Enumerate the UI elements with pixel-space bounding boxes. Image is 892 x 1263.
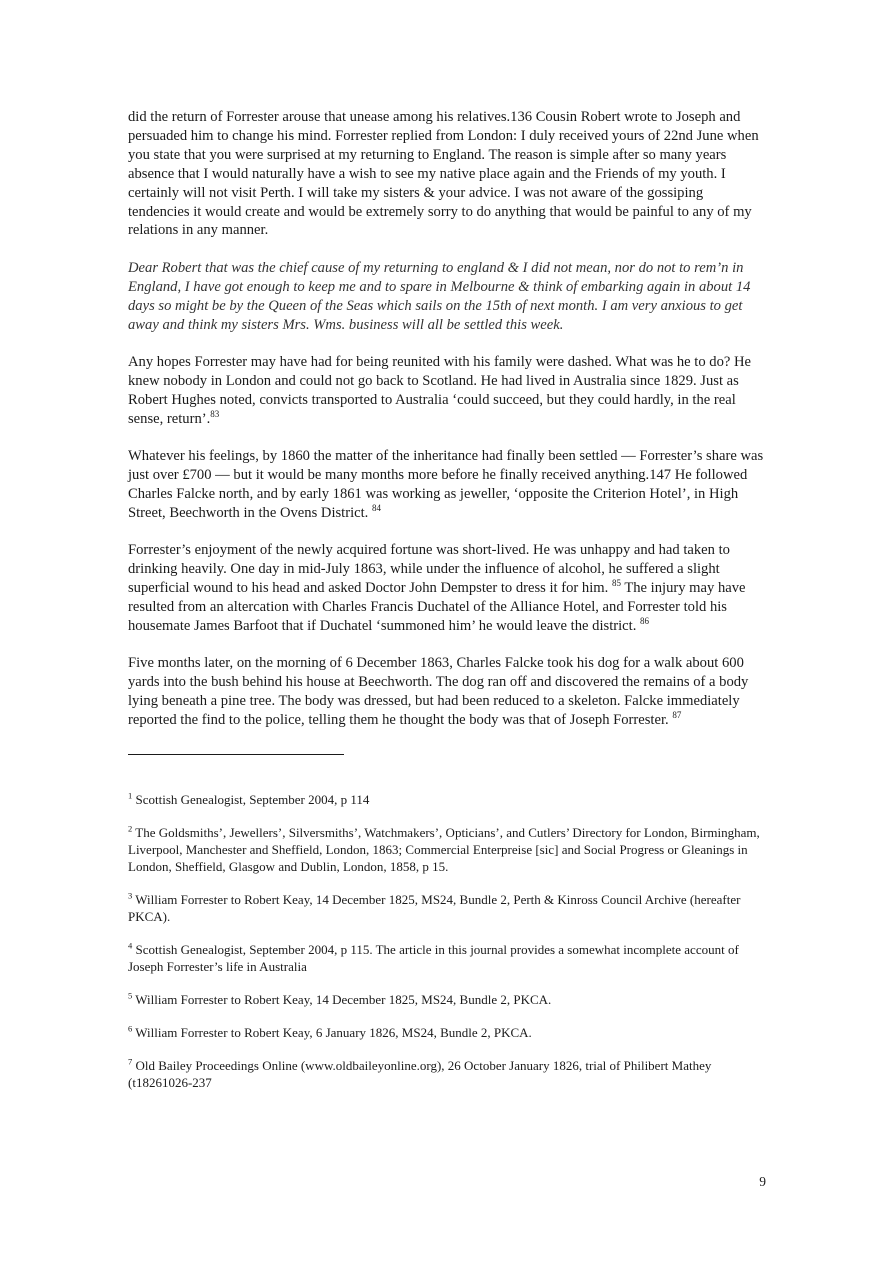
- footnote-1: $^1$ Scottish Genealogist, September 2004, p 114: [128, 790, 370, 807]
- footnote-ref[interactable]: 87: [672, 710, 682, 721]
- footnote-7: $^7$ Old Bailey Proceedings Online (www.oldbaileyonline.org), 26 October January 1826, trial of Philibert Mathey (t18261026-237: [128, 1056, 712, 1090]
- footnote-ref[interactable]: 83: [210, 408, 220, 419]
- body-paragraph-6: Five months later, on the morning of 6 December 1863, Charles Falcke took his dog for a walk about 600 yards into the bush behind his house at Beechworth. The dog ran off and discovered the remains of a body lying beneath a pine tree. The body was dressed, but had been reduced to a skeleton. Falcke immediately reported the find to the police, telling them he thought the body was that of Joseph Forrester. $^{87}$: [128, 655, 749, 728]
- footnote-5: $^5$ William Forrester to Robert Keay, 14 December 1825, MS24, Bundle 2, PKCA.: [128, 990, 552, 1007]
- footnote-ref[interactable]: 86: [640, 615, 649, 626]
- footnote-4: $^4$ Scottish Genealogist, September 2004, p 115. The article in this journal provides a somewhat incomplete account of Joseph Forrester’s life in Australia: [128, 940, 739, 974]
- body-paragraph-4: Whatever his feelings, by 1860 the matter of the inheritance had finally been settled — Forrester’s share was just over £700 — but it would be many months more before he finally received anything.147 He followed Charles Falcke north, and by early 1861 was working as jeweller, ‘opposite the Criterion Hotel’, in High Street, Beechworth in the Ovens District. $^{84}$: [128, 448, 764, 521]
- body-paragraph-3: Any hopes Forrester may have had for being reunited with his family were dashed. What was he to do? He knew nobody in London and could not go back to Scotland. He had lived in Australia since 1829. Just as Robert Hughes noted, convicts transported to Australia ‘could succeed, but they could hardly, in the real sense, return’.$^{83}$: [128, 353, 752, 427]
- body-paragraph-1: did the return of Forrester arouse that unease among his relatives.136 Cousin Robert wrote to Joseph and persuaded him to change his mind. Forrester replied from London: I duly received yours of 22nd June when you state that you were surprised at my returning to England. The reason is simple after so many years absence that I would naturally have a wish to see my native place again and the Friends of my youth. I certainly will not visit Perth. I will take my sisters & your advice. I was not aware of the gossiping tendencies it would create and would be extremely sorry to do anything that would be painful to any of my relations in any manner.: [128, 109, 759, 239]
- page-number: 9: [759, 1174, 766, 1189]
- footnotes: [128, 791, 768, 1091]
- document-page: [128, 108, 768, 1107]
- footnote-6: $^6$ William Forrester to Robert Keay, 6 January 1826, MS24, Bundle 2, PKCA.: [128, 1023, 532, 1040]
- footnote-2: $^2$ The Goldsmiths’, Jewellers’, Silversmiths’, Watchmakers’, Opticians’, and Cutlers’ Directory for London, Birmingham, Liverpool, Manchester and Sheffield, London, 1863; Commercial Enterpreise [sic] and Social Progress or Gleanings in London, Sheffield, Glasgow and Dublin, London, 1858, p 15.: [128, 823, 760, 874]
- body-paragraph-5: Forrester’s enjoyment of the newly acquired fortune was short-lived. He was unhappy and had taken to drinking heavily. One day in mid-July 1863, while under the influence of alcohol, he suffered a slight superficial wound to his head and asked Doctor John Dempster to dress it for him. $^{85}$ The injury may have resulted from an altercation with Charles Francis Duchatel of the Alliance Hotel, and Forrester told his housemate James Barfoot that if Duchatel ‘summoned him’ he would leave the district. $^{86}$: [128, 542, 746, 634]
- footnote-separator: [128, 754, 344, 755]
- block-quote: Dear Robert that was the chief cause of my returning to england & I did not mean, nor do not to rem’n in England, I have got enough to keep me and to spare in Melbourne & think of embarking again in about 14 days so might be by the Queen of the Seas which sails on the 15th of next month. I am very anxious to get away and think my sisters Mrs. Wms. business will all be settled this week.: [128, 259, 751, 333]
- footnote-ref[interactable]: 84: [372, 502, 381, 513]
- footnote-ref[interactable]: 85: [611, 578, 621, 589]
- footnote-3: $^3$ William Forrester to Robert Keay, 14 December 1825, MS24, Bundle 2, Perth & Kinross Council Archive (hereafter PKCA).: [128, 890, 741, 924]
